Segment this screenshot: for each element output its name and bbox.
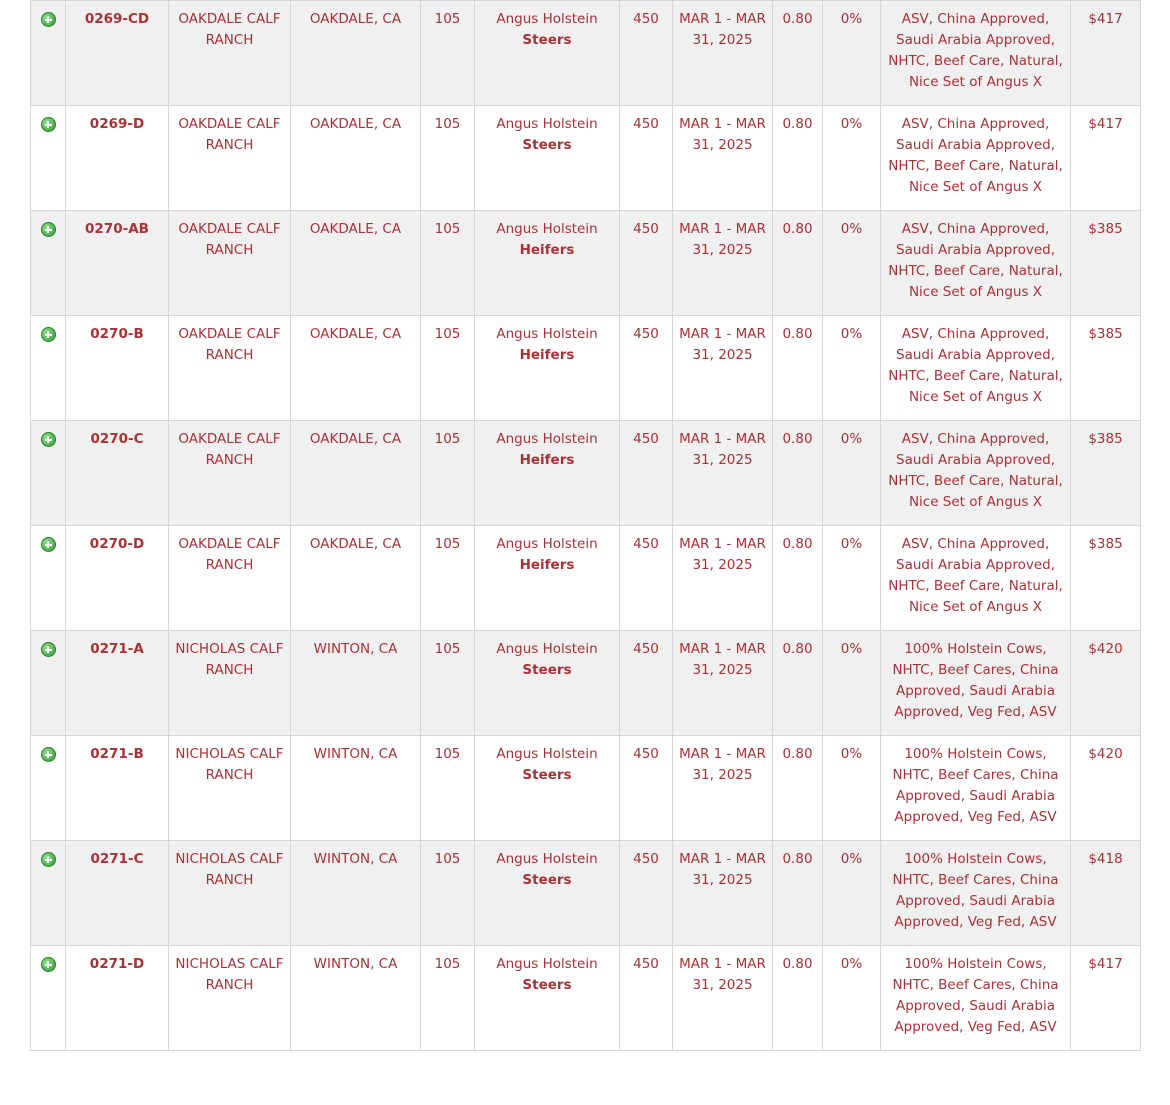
delivery-cell: MAR 1 - MAR 31, 2025 [673,316,773,421]
delivery-cell: MAR 1 - MAR 31, 2025 [673,1,773,106]
head-count-cell: 105 [421,946,475,1051]
head-count-cell: 105 [421,316,475,421]
breed-label: Angus Holstein [496,116,598,132]
plus-circle-icon[interactable] [41,222,56,237]
breed-label: Angus Holstein [496,11,598,27]
location-cell: OAKDALE, CA [291,421,421,526]
shrink-cell: 0% [823,526,881,631]
delivery-cell: MAR 1 - MAR 31, 2025 [673,211,773,316]
seller-cell: OAKDALE CALF RANCH [169,211,291,316]
seller-cell: NICHOLAS CALF RANCH [169,841,291,946]
price-cell: $417 [1071,946,1141,1051]
breed-label: Angus Holstein [496,851,598,867]
location-cell: WINTON, CA [291,736,421,841]
weight-cell: 450 [620,211,673,316]
sex-label: Heifers [519,347,575,363]
sex-label: Steers [522,137,572,153]
breed-sex-cell [475,946,620,1051]
breed-label: Angus Holstein [496,221,598,237]
expand-cell [31,946,66,1051]
notes-cell: ASV, China Approved, Saudi Arabia Approved, NHTC, Beef Care, Natural, Nice Set of Angus X [881,526,1071,631]
slide-cell: 0.80 [773,526,823,631]
listing-row [31,106,1141,211]
listings-table [30,0,1141,1051]
delivery-cell: MAR 1 - MAR 31, 2025 [673,736,773,841]
breed-label: Angus Holstein [496,746,598,762]
notes-cell: ASV, China Approved, Saudi Arabia Approved, NHTC, Beef Care, Natural, Nice Set of Angus X [881,316,1071,421]
price-cell: $385 [1071,316,1141,421]
seller-cell: NICHOLAS CALF RANCH [169,946,291,1051]
plus-circle-icon[interactable] [41,432,56,447]
delivery-cell: MAR 1 - MAR 31, 2025 [673,526,773,631]
sex-label: Heifers [519,452,575,468]
delivery-cell: MAR 1 - MAR 31, 2025 [673,946,773,1051]
slide-cell: 0.80 [773,421,823,526]
sex-label: Steers [522,767,572,783]
expand-cell [31,631,66,736]
lot-cell[interactable]: 0270-B [66,316,169,421]
breed-sex-cell [475,421,620,526]
listing-row [31,736,1141,841]
slide-cell: 0.80 [773,946,823,1051]
lot-cell[interactable]: 0271-C [66,841,169,946]
shrink-cell: 0% [823,106,881,211]
notes-cell: ASV, China Approved, Saudi Arabia Approved, NHTC, Beef Care, Natural, Nice Set of Angus X [881,211,1071,316]
location-cell: WINTON, CA [291,946,421,1051]
head-count-cell: 105 [421,526,475,631]
listing-row [31,526,1141,631]
seller-cell: NICHOLAS CALF RANCH [169,631,291,736]
expand-cell [31,421,66,526]
lot-cell[interactable]: 0270-AB [66,211,169,316]
breed-sex-cell [475,631,620,736]
listing-row [31,946,1141,1051]
location-cell: OAKDALE, CA [291,526,421,631]
listing-row [31,841,1141,946]
listing-row [31,1,1141,106]
weight-cell: 450 [620,526,673,631]
delivery-cell: MAR 1 - MAR 31, 2025 [673,841,773,946]
shrink-cell: 0% [823,1,881,106]
head-count-cell: 105 [421,631,475,736]
seller-cell: OAKDALE CALF RANCH [169,1,291,106]
listing-row [31,631,1141,736]
sex-label: Steers [522,872,572,888]
lot-cell[interactable]: 0271-D [66,946,169,1051]
lot-cell[interactable]: 0271-B [66,736,169,841]
breed-sex-cell [475,316,620,421]
weight-cell: 450 [620,106,673,211]
price-cell: $417 [1071,106,1141,211]
price-cell: $418 [1071,841,1141,946]
weight-cell: 450 [620,841,673,946]
expand-cell [31,316,66,421]
notes-cell: ASV, China Approved, Saudi Arabia Approved, NHTC, Beef Care, Natural, Nice Set of Angus X [881,106,1071,211]
price-cell: $385 [1071,526,1141,631]
seller-cell: OAKDALE CALF RANCH [169,106,291,211]
breed-label: Angus Holstein [496,431,598,447]
head-count-cell: 105 [421,1,475,106]
seller-cell: OAKDALE CALF RANCH [169,526,291,631]
head-count-cell: 105 [421,421,475,526]
price-cell: $417 [1071,1,1141,106]
expand-cell [31,211,66,316]
breed-sex-cell [475,526,620,631]
breed-label: Angus Holstein [496,641,598,657]
head-count-cell: 105 [421,211,475,316]
location-cell: OAKDALE, CA [291,316,421,421]
lot-cell[interactable]: 0270-D [66,526,169,631]
breed-sex-cell [475,106,620,211]
price-cell: $420 [1071,631,1141,736]
seller-cell: OAKDALE CALF RANCH [169,316,291,421]
weight-cell: 450 [620,736,673,841]
lot-cell[interactable]: 0269-CD [66,1,169,106]
delivery-cell: MAR 1 - MAR 31, 2025 [673,421,773,526]
expand-cell [31,526,66,631]
breed-sex-cell [475,841,620,946]
seller-cell: OAKDALE CALF RANCH [169,421,291,526]
notes-cell: 100% Holstein Cows, NHTC, Beef Cares, China Approved, Saudi Arabia Approved, Veg Fed, ASV [881,736,1071,841]
breed-label: Angus Holstein [496,536,598,552]
sex-label: Steers [522,662,572,678]
price-cell: $385 [1071,421,1141,526]
slide-cell: 0.80 [773,631,823,736]
location-cell: OAKDALE, CA [291,1,421,106]
expand-cell [31,106,66,211]
notes-cell: ASV, China Approved, Saudi Arabia Approved, NHTC, Beef Care, Natural, Nice Set of Angus X [881,1,1071,106]
listing-row [31,211,1141,316]
slide-cell: 0.80 [773,316,823,421]
lot-cell[interactable]: 0269-D [66,106,169,211]
plus-circle-icon[interactable] [41,537,56,552]
notes-cell: 100% Holstein Cows, NHTC, Beef Cares, China Approved, Saudi Arabia Approved, Veg Fed, ASV [881,631,1071,736]
sex-label: Heifers [519,242,575,258]
breed-sex-cell [475,736,620,841]
plus-circle-icon[interactable] [41,747,56,762]
lot-cell[interactable]: 0271-A [66,631,169,736]
shrink-cell: 0% [823,211,881,316]
expand-cell [31,736,66,841]
shrink-cell: 0% [823,316,881,421]
head-count-cell: 105 [421,736,475,841]
seller-cell: NICHOLAS CALF RANCH [169,736,291,841]
breed-sex-cell [475,1,620,106]
price-cell: $420 [1071,736,1141,841]
breed-label: Angus Holstein [496,956,598,972]
location-cell: OAKDALE, CA [291,106,421,211]
location-cell: OAKDALE, CA [291,211,421,316]
sex-label: Steers [522,977,572,993]
plus-circle-icon[interactable] [41,12,56,27]
delivery-cell: MAR 1 - MAR 31, 2025 [673,631,773,736]
shrink-cell: 0% [823,946,881,1051]
slide-cell: 0.80 [773,841,823,946]
price-cell: $385 [1071,211,1141,316]
slide-cell: 0.80 [773,211,823,316]
shrink-cell: 0% [823,736,881,841]
location-cell: WINTON, CA [291,841,421,946]
weight-cell: 450 [620,946,673,1051]
weight-cell: 450 [620,1,673,106]
head-count-cell: 105 [421,106,475,211]
listing-row [31,421,1141,526]
lot-cell[interactable]: 0270-C [66,421,169,526]
slide-cell: 0.80 [773,1,823,106]
notes-cell: 100% Holstein Cows, NHTC, Beef Cares, China Approved, Saudi Arabia Approved, Veg Fed, ASV [881,946,1071,1051]
weight-cell: 450 [620,631,673,736]
sex-label: Heifers [519,557,575,573]
shrink-cell: 0% [823,421,881,526]
sex-label: Steers [522,32,572,48]
slide-cell: 0.80 [773,106,823,211]
plus-circle-icon[interactable] [41,852,56,867]
weight-cell: 450 [620,421,673,526]
plus-circle-icon[interactable] [41,642,56,657]
plus-circle-icon[interactable] [41,117,56,132]
slide-cell: 0.80 [773,736,823,841]
breed-label: Angus Holstein [496,326,598,342]
shrink-cell: 0% [823,841,881,946]
listing-row [31,316,1141,421]
shrink-cell: 0% [823,631,881,736]
notes-cell: 100% Holstein Cows, NHTC, Beef Cares, China Approved, Saudi Arabia Approved, Veg Fed, ASV [881,841,1071,946]
weight-cell: 450 [620,316,673,421]
delivery-cell: MAR 1 - MAR 31, 2025 [673,106,773,211]
breed-sex-cell [475,211,620,316]
expand-cell [31,1,66,106]
expand-cell [31,841,66,946]
location-cell: WINTON, CA [291,631,421,736]
notes-cell: ASV, China Approved, Saudi Arabia Approved, NHTC, Beef Care, Natural, Nice Set of Angus X [881,421,1071,526]
plus-circle-icon[interactable] [41,327,56,342]
plus-circle-icon[interactable] [41,957,56,972]
head-count-cell: 105 [421,841,475,946]
